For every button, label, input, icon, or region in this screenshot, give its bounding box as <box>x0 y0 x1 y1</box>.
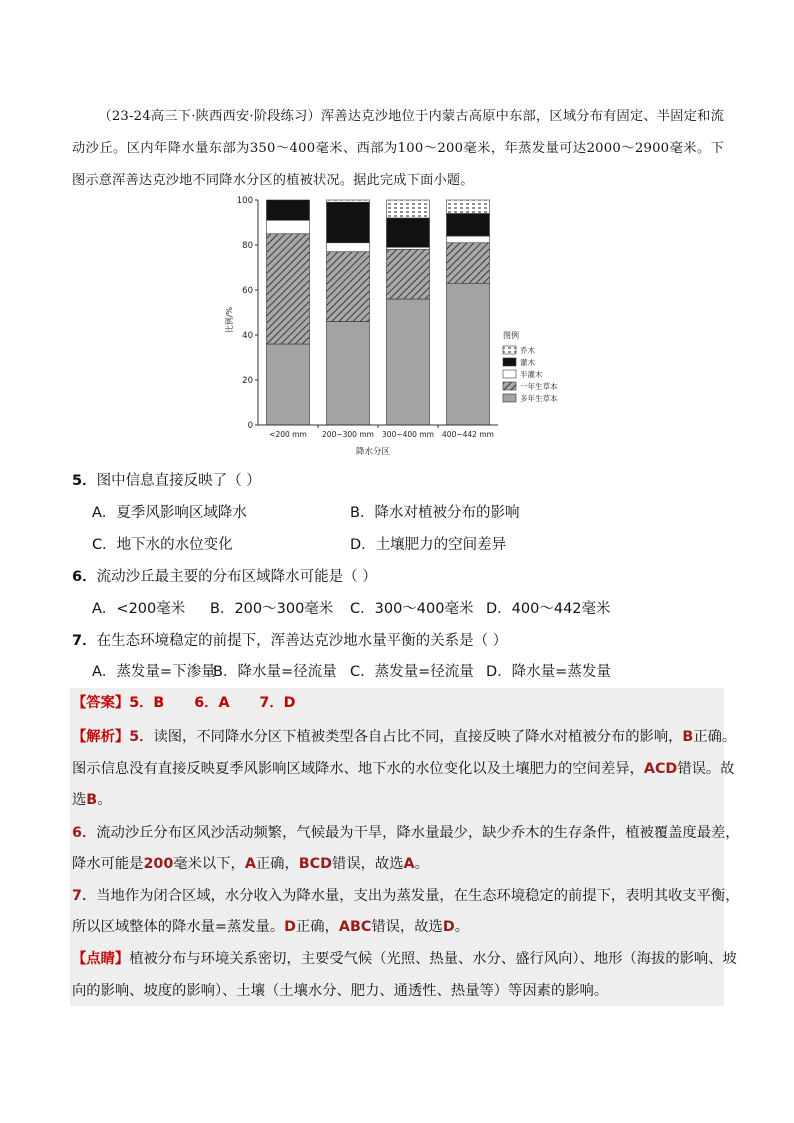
x-axis <box>258 425 498 439</box>
legend-label: 灌木 <box>520 358 535 367</box>
q6-option-a[interactable]: A．<200毫米 <box>92 601 186 617</box>
tip-line2: 向的影响、坡度的影响）、土壤（土壤水分、肥力、通透性、热量等）等因素的影响。 <box>72 983 609 999</box>
legend-label: 乔木 <box>520 346 535 355</box>
y-tick-label: 0 <box>247 421 253 431</box>
legend-title: 图例 <box>503 331 519 340</box>
q7-option-c[interactable]: C．蒸发量=径流量 <box>350 664 474 680</box>
x-tick-label: <200 mm <box>269 430 307 439</box>
analysis-q5-line2: 图示信息没有直接反映夏季风影响区域降水、地下水的水位变化以及土壤肥力的空间差异，ACD错误。故 <box>72 761 735 777</box>
analysis-q7-line1: 7．当地作为闭合区域，水分收入为降水量，支出为蒸发量，在生态环境稳定的前提下，表明其收支平衡， <box>72 888 740 904</box>
q5-option-a[interactable]: A．夏季风影响区域降水 <box>92 505 247 521</box>
analysis-q5-line3: 选B。 <box>72 792 112 808</box>
tip-line1: 【点睛】植被分布与环境关系密切，主要受气候（光照、热量、水分、盛行风向）、地形（海拔的影响、坡 <box>72 951 737 967</box>
bar-segment <box>327 322 370 426</box>
bar-segment <box>447 243 490 284</box>
bar-segment <box>387 247 430 249</box>
x-tick-label: 200~300 mm <box>322 430 374 439</box>
legend-swatch <box>503 382 516 390</box>
y-tick-label: 100 <box>236 196 253 206</box>
q5-option-d[interactable]: D．土壤肥力的空间差异 <box>350 537 507 553</box>
q5-option-b[interactable]: B．降水对植被分布的影响 <box>350 505 520 521</box>
question-7: 7．在生态环境稳定的前提下，浑善达克沙地水量平衡的关系是（ ） <box>72 633 508 649</box>
bar-segment <box>447 236 490 243</box>
analysis-q6-line2: 降水可能是200毫米以下，A正确，BCD错误，故选A。 <box>72 856 429 872</box>
y-tick-label: 80 <box>242 241 253 251</box>
bar-segment <box>327 252 370 322</box>
y-tick-label: 20 <box>242 376 253 386</box>
legend-label: 一年生草本 <box>520 382 558 391</box>
bar-segment <box>447 214 490 237</box>
legend <box>503 330 558 403</box>
legend-swatch <box>503 394 516 402</box>
legend-swatch <box>503 346 516 354</box>
q5-option-c[interactable]: C．地下水的水位变化 <box>92 537 233 553</box>
q6-option-b[interactable]: B．200～300毫米 <box>210 601 334 617</box>
analysis-q6-line1: 6．流动沙丘分布区风沙活动频繁，气候最为干旱，降水量最少，缺少乔木的生存条件，植被覆盖度最差， <box>72 825 740 841</box>
bar-segment <box>387 250 430 300</box>
q7-option-d[interactable]: D．降水量=蒸发量 <box>486 664 611 680</box>
bar-segment <box>447 200 490 214</box>
bars <box>267 200 490 425</box>
legend-label: 半灌木 <box>520 370 543 379</box>
answer-line: 【答案】5．B 6．A 7．D <box>72 695 296 711</box>
bar-segment <box>387 200 430 218</box>
bar-segment <box>267 220 310 234</box>
bar-segment <box>447 283 490 425</box>
bar-segment <box>387 218 430 247</box>
bar-segment <box>327 243 370 252</box>
q6-option-d[interactable]: D．400～442毫米 <box>486 601 611 617</box>
bar-segment <box>267 234 310 344</box>
question-6: 6．流动沙丘最主要的分布区域降水可能是（ ） <box>72 569 377 585</box>
legend-swatch <box>503 370 516 378</box>
y-axis <box>237 196 258 431</box>
legend-swatch <box>503 358 516 366</box>
vegetation-stacked-bar-chart <box>208 190 558 460</box>
question-5: 5．图中信息直接反映了（ ） <box>72 473 261 489</box>
legend-label: 多年生草本 <box>520 394 558 403</box>
y-tick-label: 60 <box>242 286 253 296</box>
y-axis-label: 比例/% <box>225 306 234 334</box>
x-tick-label: 400~442 mm <box>442 430 494 439</box>
q7-option-b[interactable]: B．降水量=径流量 <box>213 664 337 680</box>
intro-paragraph: （23-24高三下·陕西西安·阶段练习）浑善达克沙地位于内蒙古高原中东部，区域分布有固定、半固定和流动沙丘。区内年降水量东部为350～400毫米、西部为100～200毫米，年蒸发量可达2000～2900毫米。下图示意浑善达克沙地不同降水分区的植被状况。据此完成下面小题。 <box>72 109 724 188</box>
bar-segment <box>267 344 310 425</box>
y-tick-label: 40 <box>242 331 253 341</box>
bar-segment <box>267 200 310 220</box>
bar-segment <box>387 299 430 425</box>
q7-option-a[interactable]: A．蒸发量=下渗量 <box>92 664 216 680</box>
q6-option-c[interactable]: C．300～400毫米 <box>350 601 474 617</box>
x-tick-label: 300~400 mm <box>382 430 434 439</box>
bar-segment <box>327 202 370 243</box>
analysis-q5-line1: 【解析】5．读图，不同降水分区下植被类型各自占比不同，直接反映了降水对植被分布的影响，B正确。 <box>72 729 737 745</box>
x-axis-label: 降水分区 <box>355 447 391 457</box>
bar-segment <box>327 200 370 202</box>
analysis-q7-line2: 所以区域整体的降水量=蒸发量。D正确，ABC错误，故选D。 <box>72 919 470 935</box>
